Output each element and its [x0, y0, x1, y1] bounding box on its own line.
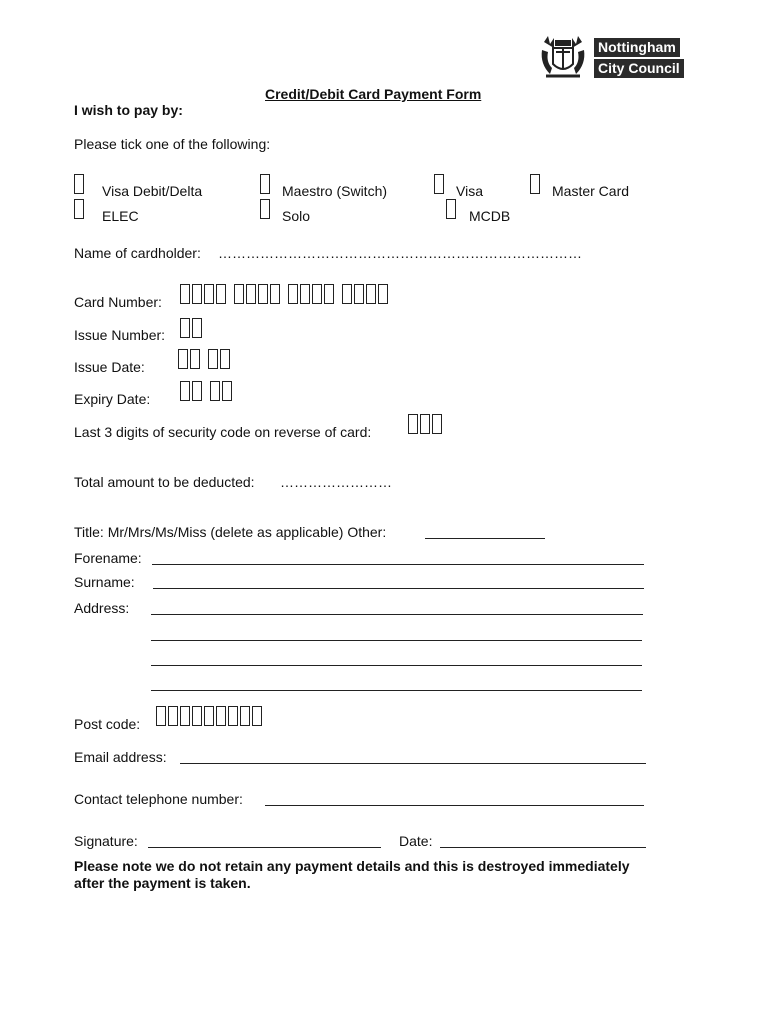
cardholder-field[interactable]: ……………………………………………………………………: [218, 245, 582, 261]
checkbox-mcdb[interactable]: [446, 199, 458, 219]
postcode-label: Post code:: [74, 716, 141, 732]
address-label: Address:: [74, 600, 130, 616]
disclaimer-line-1: Please note we do not retain any payment details and this is destroyed immediately: [74, 858, 630, 874]
pay-by-heading: I wish to pay by:: [74, 102, 183, 118]
expiry-date-label: Expiry Date:: [74, 391, 151, 407]
checkbox-elec[interactable]: [74, 199, 86, 219]
card-number-boxes[interactable]: [180, 284, 396, 304]
surname-line[interactable]: [153, 588, 644, 589]
signature-line[interactable]: [148, 847, 381, 848]
checkbox-visa[interactable]: [434, 174, 446, 194]
disclaimer-line-2: after the payment is taken.: [74, 875, 251, 891]
expiry-date-boxes[interactable]: [180, 381, 240, 401]
security-code-label: Last 3 digits of security code on reverse of card:: [74, 424, 372, 440]
option-label-visa-debit: Visa Debit/Delta: [102, 183, 203, 199]
checkbox-mastercard[interactable]: [530, 174, 542, 194]
issue-date-boxes[interactable]: [178, 349, 238, 369]
forename-label: Forename:: [74, 550, 142, 566]
option-label-maestro: Maestro (Switch): [282, 183, 388, 199]
option-label-elec: ELEC: [102, 208, 139, 224]
crest-icon: [538, 34, 588, 80]
option-label-mastercard: Master Card: [552, 183, 630, 199]
address-line-2[interactable]: [151, 640, 642, 641]
signature-label: Signature:: [74, 833, 138, 849]
title-other-line[interactable]: [425, 538, 545, 539]
title-field-label: Title: Mr/Mrs/Ms/Miss (delete as applicable) Other:: [74, 524, 387, 540]
option-label-visa: Visa: [456, 183, 483, 199]
total-amount-field[interactable]: ……………………: [280, 474, 392, 490]
postcode-boxes[interactable]: [156, 706, 264, 726]
date-label: Date:: [399, 833, 433, 849]
address-line-1[interactable]: [151, 614, 643, 615]
checkbox-visa-debit[interactable]: [74, 174, 86, 194]
email-line[interactable]: [180, 763, 646, 764]
issue-date-label: Issue Date:: [74, 359, 145, 375]
phone-line[interactable]: [265, 805, 644, 806]
email-label: Email address:: [74, 749, 167, 765]
option-label-mcdb: MCDB: [469, 208, 511, 224]
date-line[interactable]: [440, 847, 646, 848]
logo-text-line1: Nottingham: [594, 38, 680, 57]
phone-label: Contact telephone number:: [74, 791, 243, 807]
option-label-solo: Solo: [282, 208, 311, 224]
address-line-4[interactable]: [151, 690, 642, 691]
issue-number-label: Issue Number:: [74, 327, 166, 343]
forename-line[interactable]: [152, 564, 644, 565]
logo-text-line2: City Council: [594, 59, 684, 78]
address-line-3[interactable]: [151, 665, 642, 666]
cardholder-label: Name of cardholder:: [74, 245, 201, 261]
checkbox-solo[interactable]: [260, 199, 272, 219]
form-title: Credit/Debit Card Payment Form: [265, 86, 482, 102]
total-amount-label: Total amount to be deducted:: [74, 474, 255, 490]
surname-label: Surname:: [74, 574, 135, 590]
tick-instruction: Please tick one of the following:: [74, 136, 271, 152]
checkbox-maestro[interactable]: [260, 174, 272, 194]
security-code-boxes[interactable]: [408, 414, 444, 434]
issue-number-boxes[interactable]: [180, 318, 204, 338]
card-number-label: Card Number:: [74, 294, 162, 310]
council-logo: [538, 34, 688, 80]
